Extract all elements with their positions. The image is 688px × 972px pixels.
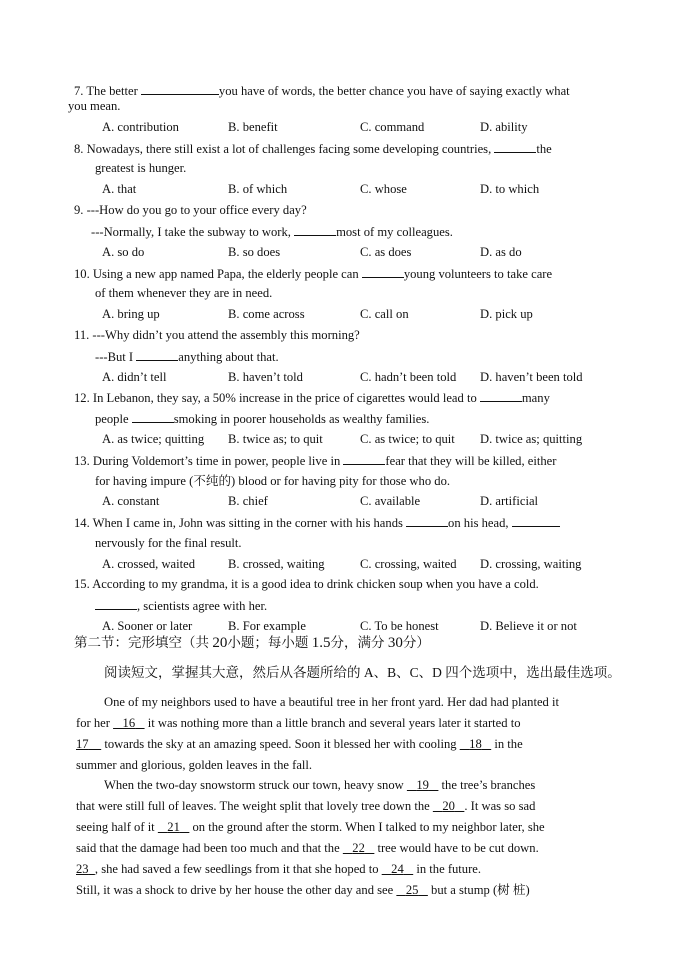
q9-option-b[interactable]: B. so does <box>228 245 281 259</box>
passage-line: said that the damage had been too much and that the 22 tree would have to be cut down. <box>76 841 539 855</box>
q8-option-a[interactable]: A. that <box>102 182 137 196</box>
passage-line: seeing half of it 21 on the ground after the storm. When I talked to my neighbor later, she <box>76 820 545 834</box>
question-8-stem: 8. Nowadays, there still exist a lot of challenges facing some developing countries, the <box>74 142 552 156</box>
q8-option-c[interactable]: C. whose <box>360 182 407 196</box>
question-12-stem: 12. In Lebanon, they say, a 50% increase in the price of cigarettes would lead to many <box>74 391 550 405</box>
blank-19[interactable]: 19 <box>416 778 429 792</box>
q12-option-b[interactable]: B. twice as; to quit <box>228 432 323 446</box>
question-13-stem: 13. During Voldemort’s time in power, people live in fear that they will be killed, either <box>74 454 557 468</box>
answer-blank[interactable] <box>512 514 560 527</box>
passage-line: 17 towards the sky at an amazing speed. Soon it blessed her with cooling 18 in the <box>76 737 523 751</box>
q10-option-b[interactable]: B. come across <box>228 307 305 321</box>
q9-option-a[interactable]: A. so do <box>102 245 145 259</box>
q10-option-c[interactable]: C. call on <box>360 307 409 321</box>
question-11-stem: 11. ---Why didn’t you attend the assembly this morning? <box>74 328 360 342</box>
passage-line: 23 , she had saved a few seedlings from it that she hoped to 24 in the future. <box>76 862 482 876</box>
instruction-text: 阅读短文，掌握其大意，然后从各题所给的 A、B、C、D 四个选项中，选出最佳选项。 <box>104 665 621 680</box>
q12-option-c[interactable]: C. as twice; to quit <box>360 432 455 446</box>
question-9-stem: 9. ---How do you go to your office every day? <box>74 203 307 217</box>
blank-18[interactable]: 18 <box>469 737 482 751</box>
q7-option-b[interactable]: B. benefit <box>228 120 278 134</box>
q10-option-d[interactable]: D. pick up <box>480 307 533 321</box>
q11-option-b[interactable]: B. haven’t told <box>228 370 303 384</box>
q7-option-d[interactable]: D. ability <box>480 120 528 134</box>
q12-option-d[interactable]: D. twice as; quitting <box>480 432 583 446</box>
answer-blank[interactable] <box>362 265 404 278</box>
answer-blank[interactable] <box>136 348 178 361</box>
q15-option-c[interactable]: C. To be honest <box>360 619 439 633</box>
q15-option-d[interactable]: D. Believe it or not <box>480 619 577 633</box>
blank-22[interactable]: 22 <box>352 841 365 855</box>
q13-option-a[interactable]: A. constant <box>102 494 160 508</box>
question-14-stem-cont: nervously for the final result. <box>95 536 242 550</box>
blank-23[interactable]: 23 <box>76 862 89 876</box>
blank-20[interactable]: 20 <box>442 799 455 813</box>
blank-16[interactable]: 16 <box>122 716 136 730</box>
q13-option-d[interactable]: D. artificial <box>480 494 539 508</box>
q13-option-b[interactable]: B. chief <box>228 494 268 508</box>
answer-blank[interactable] <box>343 452 385 465</box>
q12-option-a[interactable]: A. as twice; quitting <box>102 432 205 446</box>
q14-option-d[interactable]: D. crossing, waiting <box>480 557 582 571</box>
q15-option-a[interactable]: A. Sooner or later <box>102 619 193 633</box>
section-title: 第二节：完形填空（共 20小题；每小题 1.5分，满分 30分） <box>74 635 430 651</box>
question-12-stem-cont: people smoking in poorer households as wealthy families. <box>95 412 430 426</box>
question-15-stem-cont: , scientists agree with her. <box>95 597 267 614</box>
blank-25[interactable]: 25 <box>405 883 419 897</box>
passage-line: summer and glorious, golden leaves in the fall. <box>76 758 313 772</box>
question-13-stem-cont: for having impure (不纯的) blood or for having pity for those who do. <box>95 474 451 488</box>
answer-blank[interactable] <box>406 514 448 527</box>
passage-line: One of my neighbors used to have a beautiful tree in her front yard. Her dad had planted it <box>104 695 559 709</box>
blank-17[interactable]: 17 <box>76 737 89 751</box>
passage-line: for her 16 it was nothing more than a little branch and several years later it started to <box>76 716 521 730</box>
q11-option-c[interactable]: C. hadn’t been told <box>360 370 457 384</box>
q13-option-c[interactable]: C. available <box>360 494 421 508</box>
question-8-stem-cont: greatest is hunger. <box>95 161 187 175</box>
q8-option-d[interactable]: D. to which <box>480 182 540 196</box>
answer-blank[interactable] <box>95 597 137 610</box>
q14-option-a[interactable]: A. crossed, waited <box>102 557 196 571</box>
q14-option-b[interactable]: B. crossed, waiting <box>228 557 325 571</box>
q10-option-a[interactable]: A. bring up <box>102 307 160 321</box>
answer-blank[interactable] <box>141 82 219 95</box>
q11-option-d[interactable]: D. haven’t been told <box>480 370 583 384</box>
q7-option-a[interactable]: A. contribution <box>102 120 179 134</box>
blank-24[interactable]: 24 <box>391 862 404 876</box>
q11-option-a[interactable]: A. didn’t tell <box>102 370 167 384</box>
q15-option-b[interactable]: B. For example <box>228 619 306 633</box>
question-7-stem-cont: you mean. <box>68 99 121 113</box>
answer-blank[interactable] <box>294 223 336 236</box>
q14-option-c[interactable]: C. crossing, waited <box>360 557 457 571</box>
blank-21[interactable]: 21 <box>167 820 180 834</box>
question-9-stem-cont: ---Normally, I take the subway to work, most of my colleagues. <box>91 225 453 239</box>
question-15-stem: 15. According to my grandma, it is a good idea to drink chicken soup when you have a cold. <box>74 577 539 591</box>
question-7-stem: 7. The better you have of words, the better chance you have of saying exactly what <box>74 84 570 98</box>
q9-option-c[interactable]: C. as does <box>360 245 412 259</box>
answer-blank[interactable] <box>132 410 174 423</box>
question-10-stem: 10. Using a new app named Papa, the elderly people can young volunteers to take care <box>74 267 553 281</box>
passage-line: that were still full of leaves. The weight split that lovely tree down the 20 . It was so sad <box>76 799 536 813</box>
question-10-stem-cont: of them whenever they are in need. <box>95 286 273 300</box>
answer-blank[interactable] <box>480 389 522 402</box>
q9-option-d[interactable]: D. as do <box>480 245 522 259</box>
passage-line: Still, it was a shock to drive by her house the other day and see 25 but a stump (树 桩) <box>76 883 530 897</box>
q8-option-b[interactable]: B. of which <box>228 182 288 196</box>
question-11-stem-cont: ---But I anything about that. <box>95 350 279 364</box>
q7-option-c[interactable]: C. command <box>360 120 425 134</box>
question-14-stem: 14. When I came in, John was sitting in the corner with his hands on his head, <box>74 514 560 531</box>
passage-line: When the two-day snowstorm struck our town, heavy snow 19 the tree’s branches <box>104 778 536 792</box>
answer-blank[interactable] <box>494 140 536 153</box>
